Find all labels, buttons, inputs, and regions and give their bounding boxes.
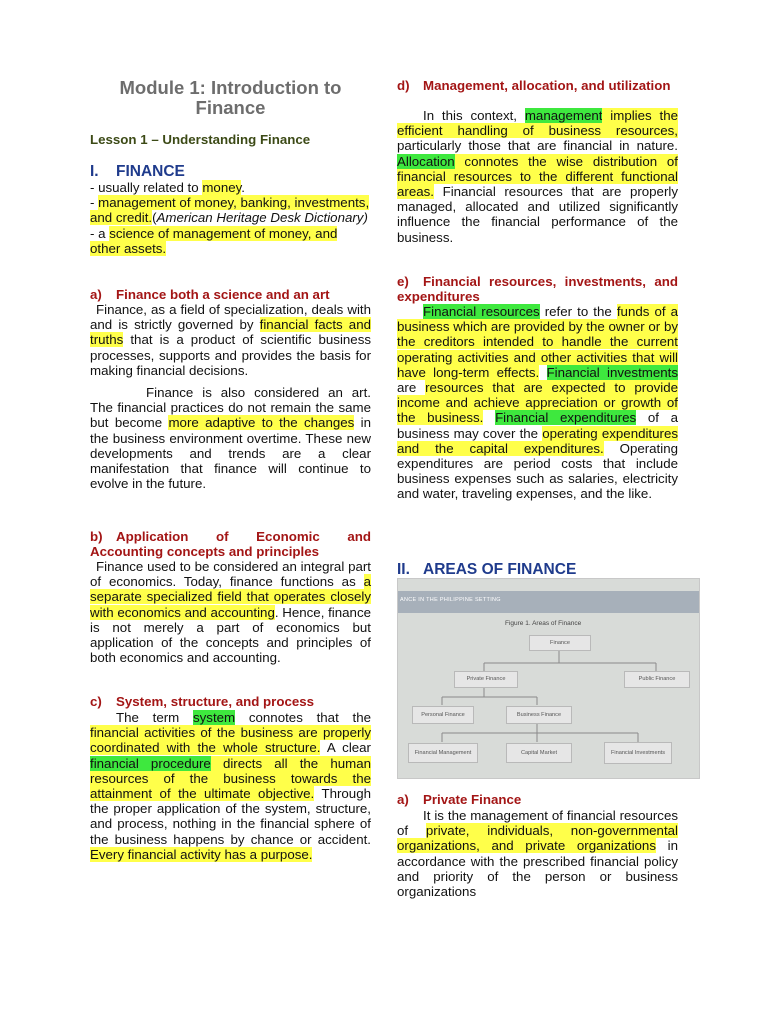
paragraph: Financial resources refer to the funds of a business which are provided by the owner or by the creditors intended to handle the current operating activities and other activities that will have long-term effects. Financial investments are resources that are expected to provide income and achieve appreciation or growth of the business. Financial expenditures of a business may cover the operating expenditures and the capital expenditures. Operating expenditures are period costs that include business expenses such as salaries, electricity and water, traveling expenses, and the like. bbox=[397, 304, 679, 502]
page-title: Module 1: Introduction to Finance bbox=[119, 77, 342, 118]
subheading-resources-investments: e) Financial resources, investments, and expenditures bbox=[397, 274, 678, 305]
node-business-finance: Business Finance bbox=[506, 706, 572, 724]
subheading-science-art: a) Finance both a science and an art bbox=[90, 287, 330, 302]
finance-definitions bbox=[90, 180, 371, 256]
definition-item: - a science of management of money, and other assets. bbox=[90, 225, 338, 256]
areas-of-finance-figure bbox=[397, 578, 700, 779]
subheading-management-allocation: d) Management, allocation, and utilization bbox=[397, 78, 671, 93]
paragraph-system-structure bbox=[90, 710, 371, 862]
paragraph: The term system connotes that the financial activities of the business are properly coordinated with the whole structure. A clear financial procedure directs all the human resources of the business towards the attainment of the ultimate objective. Through the proper application of the system, structure, and process, nothing in the financial sphere of the business happens by chance or accident. Every financial activity has a purpose. bbox=[90, 710, 371, 862]
node-personal-finance: Personal Finance bbox=[412, 706, 474, 724]
node-private-finance: Private Finance bbox=[454, 671, 518, 688]
paragraph-economics-accounting bbox=[90, 559, 371, 665]
paragraph-private-finance bbox=[397, 808, 678, 899]
node-capital-market: Capital Market bbox=[506, 743, 572, 763]
section-heading-areas-of-finance: II. AREAS OF FINANCE bbox=[397, 561, 577, 578]
paragraph-science-art bbox=[90, 302, 371, 491]
paragraph-management-allocation bbox=[397, 108, 678, 245]
subheading-system-structure: c) System, structure, and process bbox=[90, 694, 315, 709]
section-heading-finance: I. FINANCE bbox=[90, 163, 185, 180]
node-financial-management: Financial Management bbox=[408, 743, 478, 763]
definition-item: - usually related to money. bbox=[90, 180, 245, 195]
paragraph: Finance is also considered an art. The financial practices do not remain the same but become more adaptive to the changes in the business environment overtime. These new developments and trends are a clear manifestation that finance will continue to evolve in the future. bbox=[90, 385, 371, 492]
paragraph: Finance, as a field of specialization, deals with and is strictly governed by financial facts and truths that is a product of scientific business processes, supports and provides the basis for making financial decisions. bbox=[90, 302, 371, 378]
paragraph: It is the management of financial resources of private, individuals, non-governmental organizations, and private organizations in accordance with the prescribed financial policy and priority of the person or business organizations bbox=[397, 808, 679, 900]
node-finance: Finance bbox=[529, 635, 591, 651]
definition-item: - management of money, banking, investments, and credit.(American Heritage Desk Dictionary) bbox=[90, 195, 370, 226]
figure-caption: Figure 1. Areas of Finance bbox=[505, 620, 582, 627]
node-public-finance: Public Finance bbox=[624, 671, 690, 688]
subheading-economics-accounting: b) Application of Economic and Accounting concepts and principles bbox=[90, 529, 371, 560]
lesson-title: Lesson 1 – Understanding Finance bbox=[90, 132, 311, 147]
figure-header-band: ANCE IN THE PHILIPPINE SETTING bbox=[398, 591, 699, 613]
paragraph: In this context, management implies the efficient handling of business resources, particularly those that are financial in nature. Allocation connotes the wise distribution of financial resources to the different functional areas. Financial resources that are properly managed, allocated and utilized significantly influence the financial performance of the business. bbox=[397, 108, 678, 245]
node-financial-investments: Financial Investments bbox=[604, 742, 672, 764]
subheading-private-finance: a) Private Finance bbox=[397, 792, 522, 807]
paragraph-resources-investments bbox=[397, 304, 678, 502]
paragraph: Finance used to be considered an integral part of economics. Today, finance functions as a separate specialized field that operates closely with economics and accounting. Hence, finance is not merely a part of economics but application of the concepts and principles of both economics and accounting. bbox=[90, 559, 371, 666]
